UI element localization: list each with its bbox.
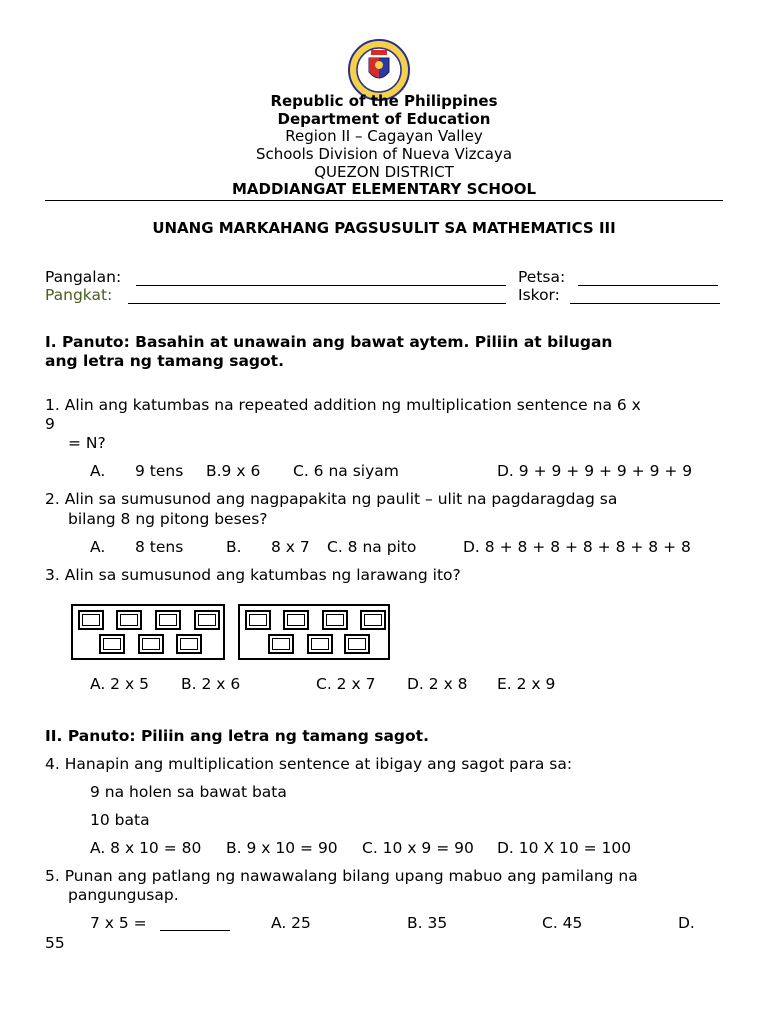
name-label: Pangalan: <box>45 268 122 286</box>
q1-text-cont: 9 <box>45 415 55 433</box>
square-icon <box>116 610 142 630</box>
q3-choice-e[interactable]: E. 2 x 9 <box>497 675 556 693</box>
division-heading: Schools Division of Nueva Vizcaya <box>255 145 513 163</box>
square-icon <box>99 634 125 654</box>
q1-choice-c[interactable]: C. 6 na siyam <box>293 462 399 480</box>
header-divider <box>45 200 723 201</box>
part1-instruction: I. Panuto: Basahin at unawain ang bawat aytem. Piliin at bilugan <box>45 333 613 351</box>
square-icon <box>138 634 164 654</box>
square-icon <box>322 610 348 630</box>
q2-text: 2. Alin sa sumusunod ang nagpapakita ng paulit – ulit na pagdaragdag sa <box>45 490 618 508</box>
school-heading: MADDIANGAT ELEMENTARY SCHOOL <box>231 180 537 198</box>
q5-answer-blank[interactable] <box>160 930 230 931</box>
q3-choice-d[interactable]: D. 2 x 8 <box>407 675 468 693</box>
q5-choice-a[interactable]: A. 25 <box>271 914 311 932</box>
square-icon <box>245 610 271 630</box>
square-icon <box>307 634 333 654</box>
q2-choice-c[interactable]: C. 8 na pito <box>327 538 417 556</box>
q5-choice-d-letter[interactable]: D. <box>678 914 695 932</box>
q1-choice-b[interactable]: B.9 x 6 <box>206 462 261 480</box>
district-heading: QUEZON DISTRICT <box>314 163 454 181</box>
picture-group-2 <box>238 604 390 660</box>
q5-text-cont: pangungusap. <box>68 886 179 904</box>
department-heading: Department of Education <box>277 110 491 128</box>
score-label: Iskor: <box>518 286 560 304</box>
square-icon <box>78 610 104 630</box>
q1-choice-a-letter[interactable]: A. <box>90 462 106 480</box>
q2-text-cont: bilang 8 ng pitong beses? <box>68 510 268 528</box>
square-icon <box>360 610 386 630</box>
square-icon <box>155 610 181 630</box>
square-icon <box>194 610 220 630</box>
exam-title: UNANG MARKAHANG PAGSUSULIT SA MATHEMATICS III <box>152 219 616 237</box>
q4-given-2: 10 bata <box>90 811 150 829</box>
q1-choice-a[interactable]: 9 tens <box>135 462 184 480</box>
q4-choice-d[interactable]: D. 10 X 10 = 100 <box>497 839 632 857</box>
q5-text: 5. Punan ang patlang ng nawawalang bilang upang mabuo ang pamilang na <box>45 867 638 885</box>
square-icon <box>283 610 309 630</box>
republic-heading: Republic of the Philippines <box>270 92 498 110</box>
date-label: Petsa: <box>518 268 566 286</box>
q4-choice-b[interactable]: B. 9 x 10 = 90 <box>226 839 338 857</box>
q2-choice-d[interactable]: D. 8 + 8 + 8 + 8 + 8 + 8 + 8 <box>463 538 691 556</box>
score-line[interactable] <box>570 303 720 304</box>
q5-choice-c[interactable]: C. 45 <box>542 914 583 932</box>
part1-instruction-cont: ang letra ng tamang sagot. <box>45 352 284 370</box>
section-label: Pangkat: <box>45 286 113 304</box>
q2-choice-a-letter[interactable]: A. <box>90 538 106 556</box>
square-icon <box>344 634 370 654</box>
square-icon <box>268 634 294 654</box>
q4-choice-a[interactable]: A. 8 x 10 = 80 <box>90 839 202 857</box>
part2-instruction: II. Panuto: Piliin ang letra ng tamang sagot. <box>45 727 429 745</box>
q2-choice-b-letter[interactable]: B. <box>226 538 242 556</box>
q5-equation: 7 x 5 = <box>90 914 147 932</box>
square-icon <box>176 634 202 654</box>
q1-text: 1. Alin ang katumbas na repeated addition ng multiplication sentence na 6 x <box>45 396 641 414</box>
q4-text: 4. Hanapin ang multiplication sentence at ibigay ang sagot para sa: <box>45 755 573 773</box>
q1-text-end: = N? <box>68 434 106 452</box>
q4-choice-c[interactable]: C. 10 x 9 = 90 <box>362 839 474 857</box>
q5-choice-b[interactable]: B. 35 <box>407 914 448 932</box>
q5-choice-d-value[interactable]: 55 <box>45 934 65 952</box>
q3-choice-c[interactable]: C. 2 x 7 <box>316 675 376 693</box>
q1-choice-d[interactable]: D. 9 + 9 + 9 + 9 + 9 + 9 <box>497 462 693 480</box>
q3-choice-a[interactable]: A. 2 x 5 <box>90 675 149 693</box>
q4-given-1: 9 na holen sa bawat bata <box>90 783 287 801</box>
q3-choice-b[interactable]: B. 2 x 6 <box>181 675 241 693</box>
name-line[interactable] <box>136 285 506 286</box>
q2-choice-b[interactable]: 8 x 7 <box>271 538 310 556</box>
section-line[interactable] <box>128 303 506 304</box>
date-line[interactable] <box>578 285 718 286</box>
region-heading: Region II – Cagayan Valley <box>285 127 483 145</box>
q2-choice-a[interactable]: 8 tens <box>135 538 184 556</box>
q3-text: 3. Alin sa sumusunod ang katumbas ng larawang ito? <box>45 566 461 584</box>
picture-group-1 <box>71 604 225 660</box>
